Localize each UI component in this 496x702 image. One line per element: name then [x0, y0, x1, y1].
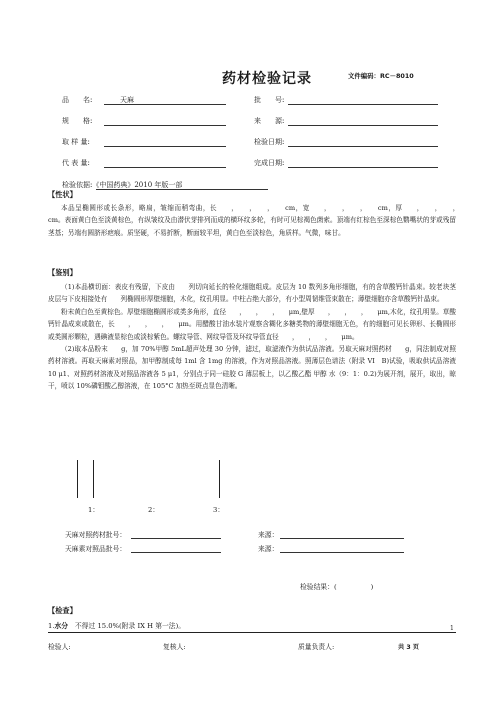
quality-manager-label: 质量负责人:: [298, 643, 335, 651]
reference-drug-batch-label: 天麻对照药材批号：: [65, 531, 127, 539]
name-value: 天麻: [120, 96, 134, 104]
traits-heading: 【性状】: [48, 190, 77, 199]
identification-paragraph-2: 粉末黄白色至黄棕色。厚壁细胞椭圆形或类多角形，直径 ， ， ， μm,壁厚 ， ， ， μm,木化，纹孔明显。草酸钙针晶成束或散在，长 ， ， ， μm。用醋酸甘油水装片观察含糊化多糖类物的薄壁细胞无色，有的细胞可见长卵形、长椭圆形或类圆形颗粒，遇碘液显棕色或淡棕紫色。螺纹导管、网纹导管及环纹导管直径 ， ， ， μm。: [48, 307, 456, 341]
page-title: 药材检验记录: [222, 71, 312, 87]
source-label: 来 源:: [254, 117, 285, 125]
identification-section: [48, 281, 456, 393]
footer-rule: [48, 632, 456, 633]
reference-standard-source-underline: [280, 552, 404, 553]
tlc-lane-1: 1：: [88, 506, 100, 514]
identification-heading: 【鉴别】: [48, 268, 77, 277]
batch-underline: [288, 104, 438, 105]
page-number: 1: [450, 625, 454, 632]
inspector-label: 检验人:: [48, 643, 71, 651]
spec-underline: [104, 125, 226, 126]
tlc-lane-1-line: [93, 460, 94, 498]
completion-date-underline: [288, 167, 438, 168]
traits-paragraph: 本品呈椭圆形或长条形，略扁，皱缩而稍弯曲，长 ， ， ， cm，宽 ， ， ， cm，厚 ， ， ， cm。表面黄白色至淡黄棕色，有纵皱纹及由潜伏芽排列而成的横环纹多轮，有时可见棕褐色菌索。顶端有红棕色至深棕色鹦嘴状的芽或残留茎基；另端有圆脐形疤痕。质坚硬，不易折断，断面较平坦，黄白色至淡棕色，角质样。气微，味甘。: [48, 204, 470, 237]
reviewer-label: 复核人:: [163, 643, 186, 651]
name-underline: [104, 104, 226, 105]
check-item-1: [48, 620, 185, 630]
representative-amount-underline: [104, 167, 226, 168]
inspection-basis: 检验依据:《中国药典》2010 年版一部: [62, 181, 183, 189]
identification-paragraph-3: （2)取本品粉末 g，加 70%甲醇 5mL超声处理 30 分钟，滤过，取滤液作为供试品溶液。另取天麻对照药材 g，同法制成对照药材溶液。再取天麻素对照品，加甲醇制成每 1ml 含 1mg 的溶液，作为对照品溶液。照薄层色谱法（附录 VI B)试验，吸取供试品溶液 10 μ1、对照药材溶液及对照品溶液各 5 μ1，分别点于同一硅胶 G 薄层板上，以乙酸乙酯 甲醇 水（9：1：0.2)为展开剂，展开，取出，晾干，喷以 10%磷钼酸乙醇溶液，在 105°C 加热至斑点显色清晰。: [48, 345, 456, 391]
name-label: 品 名:: [62, 96, 93, 104]
basis-underline: [96, 189, 268, 190]
completion-date-label: 完成日期:: [254, 159, 285, 167]
tlc-left-edge: [77, 460, 78, 498]
reference-standard-source-label: 来源：: [258, 545, 279, 553]
reference-drug-source-label: 来源：: [258, 531, 279, 539]
source-underline: [288, 125, 438, 126]
reference-standard-batch-underline: [131, 552, 221, 553]
tlc-lane-3-line: [219, 460, 220, 498]
sample-amount-underline: [104, 146, 226, 147]
tlc-lane-2: 2：: [148, 506, 160, 514]
batch-label: 批 号:: [254, 96, 285, 104]
check-item-text: 不得过 15.0%(附录 IX H 第一法)。: [74, 622, 186, 630]
traits-section: [48, 202, 470, 239]
reference-standard-batch-label: 天麻素对照品批号：: [65, 545, 127, 553]
identification-paragraph-1: （1)本品横切面：表皮有残留，下皮由 列切向延长的栓化细胞组成。皮层为 10 数列多角形细胞，有的含草酸钙针晶束。较老块茎皮层与下皮相接处有 列椭圆形厚壁细胞，木化，纹孔明显。中柱占绝大部分，有小型周韧维管束散在；薄壁细胞亦含草酸钙针晶束。: [48, 283, 456, 304]
test-result: 检验结果：( ): [300, 583, 374, 591]
total-pages: 共 3 页: [398, 644, 419, 651]
tlc-lane-3: 3：: [213, 506, 225, 514]
spec-label: 规 格:: [62, 117, 93, 125]
reference-drug-batch-underline: [131, 538, 221, 539]
inspection-date-label: 检验日期:: [254, 138, 285, 146]
check-item-name: 水分: [54, 622, 69, 630]
inspection-date-underline: [288, 146, 438, 147]
check-item-number: 1.: [48, 622, 55, 630]
document-number: 文件编码：RC－8010: [348, 72, 414, 80]
reference-drug-source-underline: [280, 538, 404, 539]
sample-amount-label: 取 样 量:: [62, 138, 90, 146]
representative-amount-label: 代 表 量:: [62, 159, 90, 167]
check-heading: 【检查】: [48, 606, 77, 615]
